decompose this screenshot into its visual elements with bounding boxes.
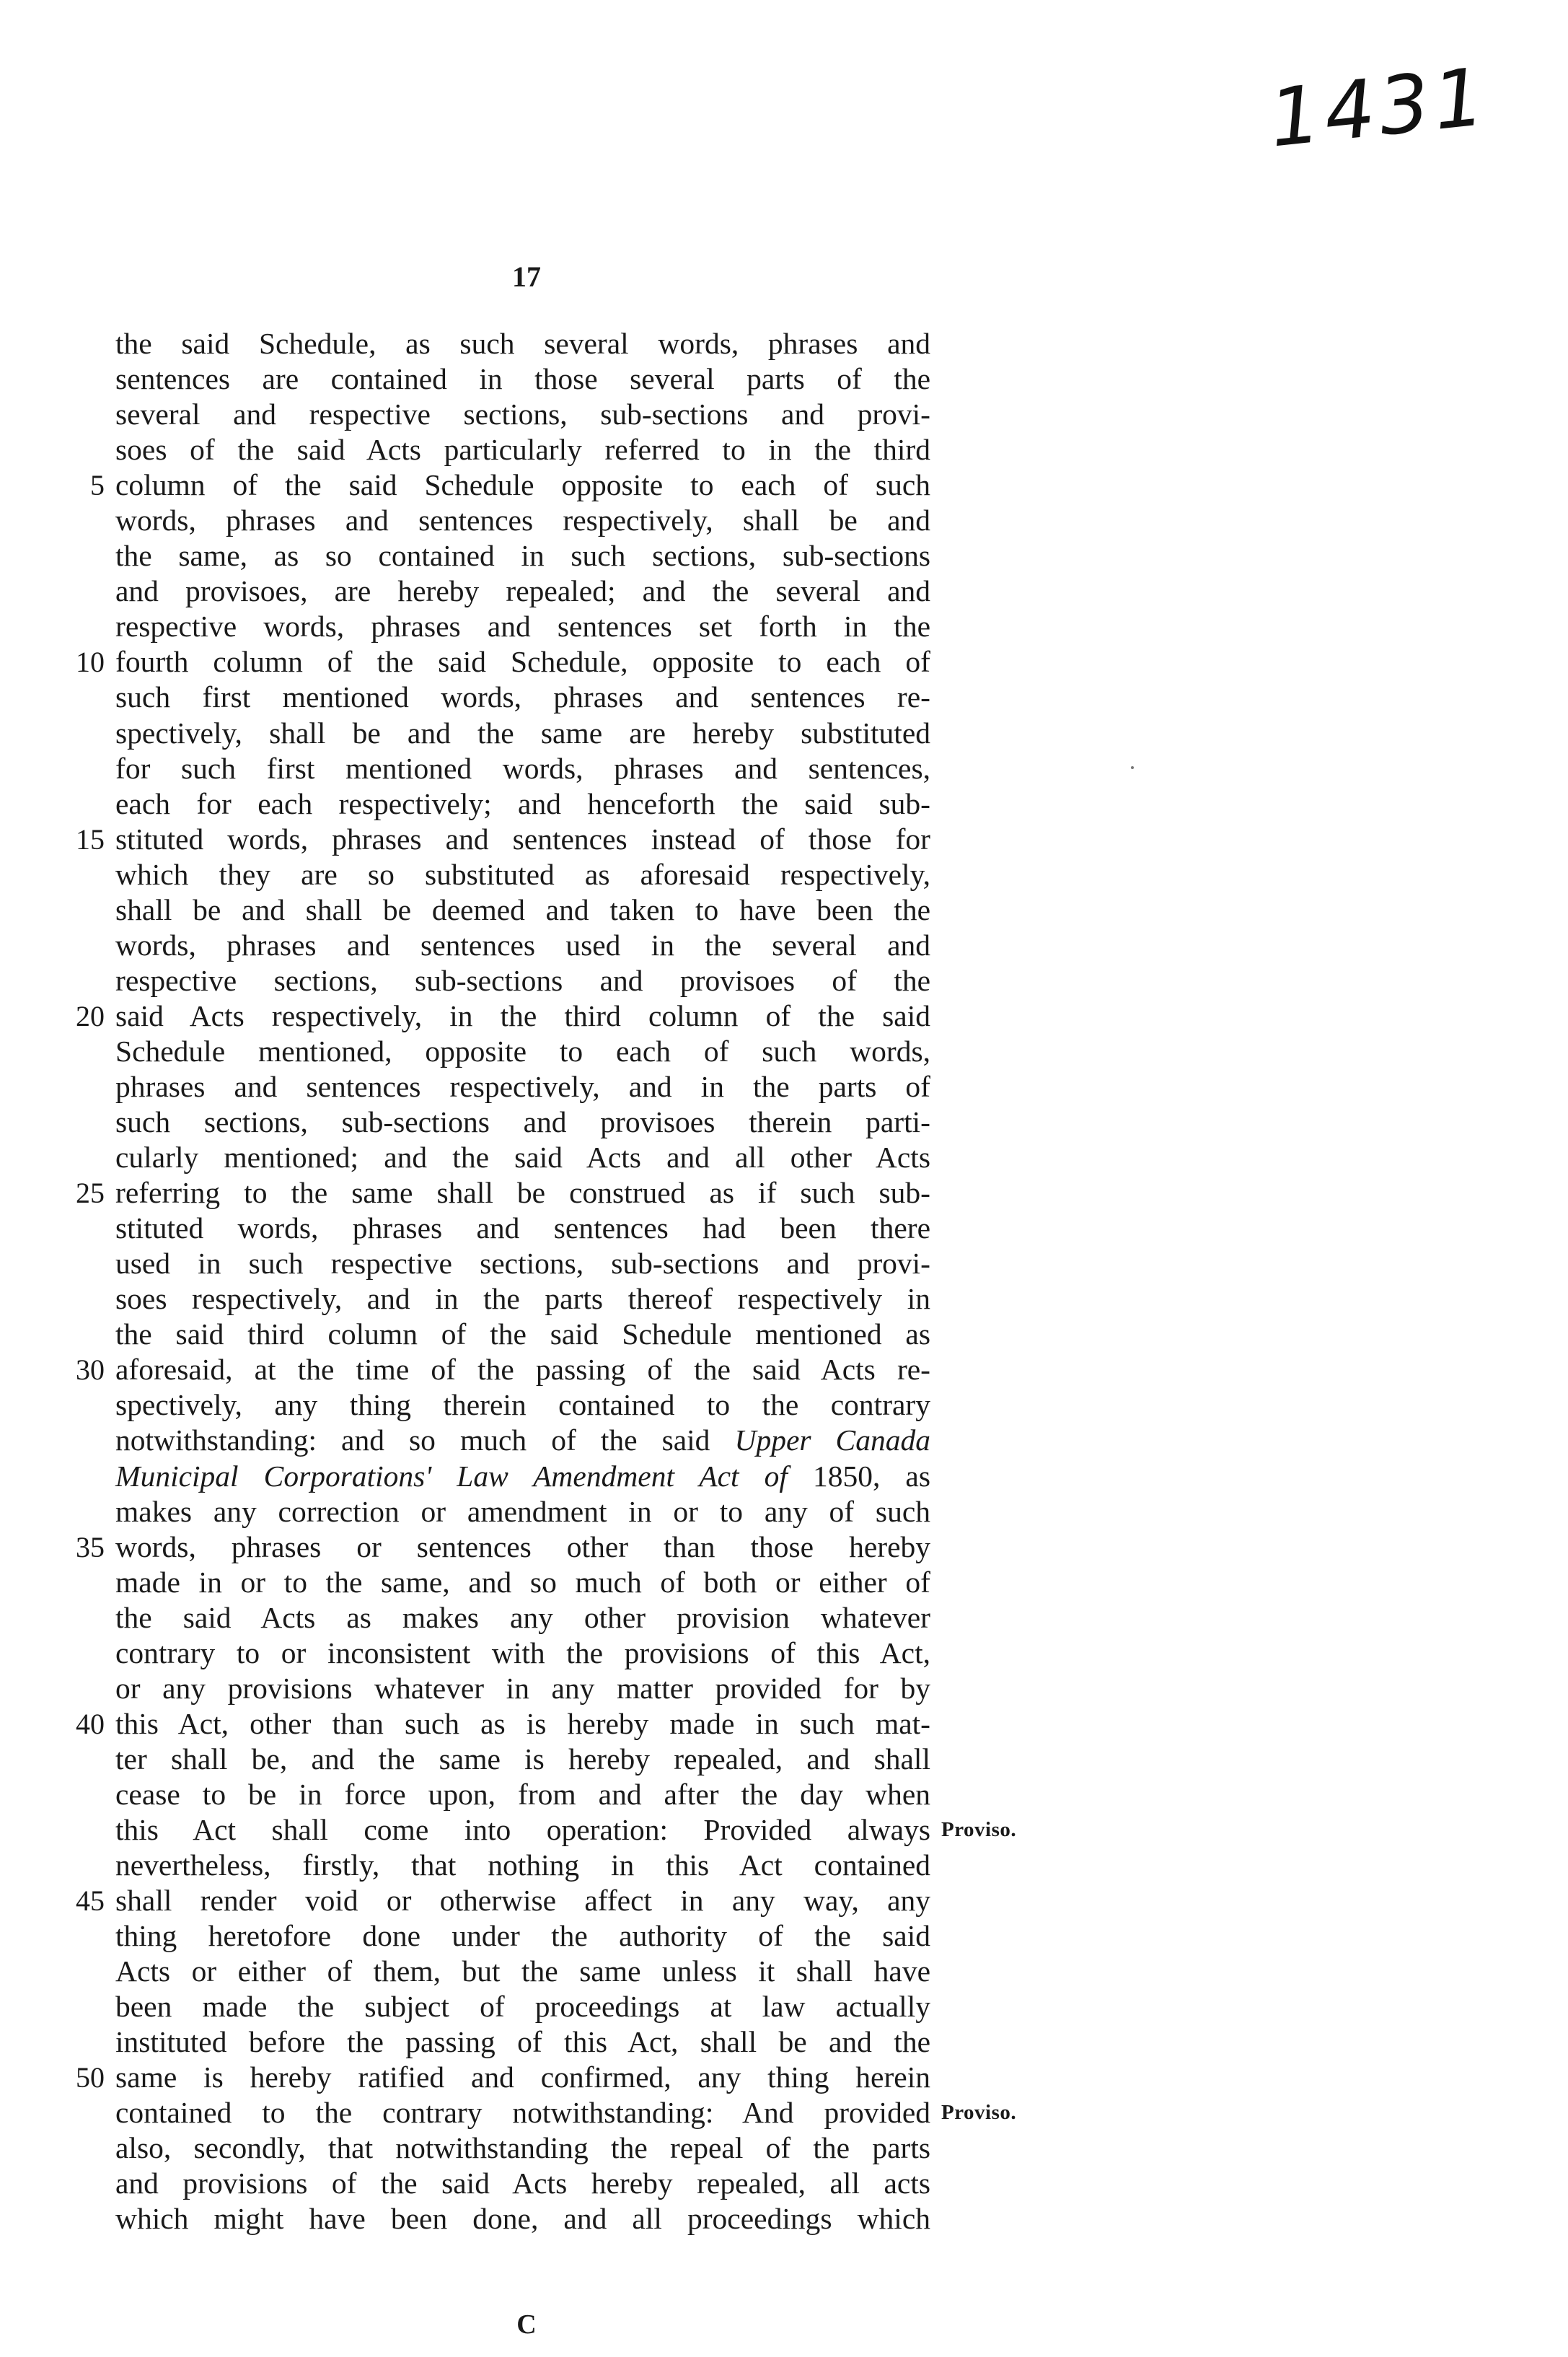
text-line (76, 1175, 1226, 1211)
text-line (115, 1600, 1226, 1636)
line-number: 15 (76, 822, 105, 856)
line-number: 5 (90, 469, 105, 502)
text-line (76, 1883, 1226, 1918)
line-text: same is hereby ratified and confirmed, any thing herein (115, 2060, 930, 2094)
line-text: nevertheless, firstly, that nothing in this Act contained (115, 1848, 930, 1882)
line-text: stituted words, phrases and sentences had been there (115, 1211, 930, 1245)
line-text: made in or to the same, and so much of both or either of (115, 1565, 930, 1599)
page-number: 17 (512, 260, 541, 293)
line-text: the same, as so contained in such sections, sub-sections (115, 539, 930, 573)
text-line (115, 2130, 1226, 2166)
line-text: fourth column of the said Schedule, opposite to each of (115, 645, 930, 679)
line-text: Acts or either of them, but the same unless it shall have (115, 1954, 930, 1988)
text-line (76, 1706, 1226, 1742)
text-line (115, 1246, 1226, 1281)
line-text: and provisions of the said Acts hereby repealed, all acts (115, 2167, 930, 2200)
text-line (76, 644, 1226, 680)
line-number: 10 (76, 646, 105, 679)
text-line (76, 822, 1226, 857)
line-text: such first mentioned words, phrases and sentences re- (115, 680, 930, 714)
line-text: instituted before the passing of this Act, shall be and the (115, 2025, 930, 2059)
line-text: shall be and shall be deemed and taken to have been the (115, 892, 930, 926)
text-line (115, 857, 1226, 892)
text-line (115, 1034, 1226, 1069)
line-number: 35 (76, 1530, 105, 1563)
line-text: spectively, any thing therein contained to the contrary (115, 1388, 930, 1422)
italic-act-title: Municipal Corporations' Law Amendment Act of (115, 1459, 788, 1493)
line-text: each for each respectively; and henceforth the said sub- (115, 786, 930, 820)
text-line (115, 1777, 1226, 1812)
text-line (115, 397, 1226, 432)
text-line (115, 432, 1226, 468)
line-text: sentences are contained in those several parts of the (115, 362, 930, 396)
line-text: or any provisions whatever in any matter provided for by (115, 1671, 930, 1705)
text-line (115, 609, 1226, 644)
body-text (76, 326, 1226, 2237)
line-number: 50 (76, 2061, 105, 2094)
line-text: aforesaid, at the time of the passing of the said Acts re- (115, 1353, 930, 1387)
text-line (115, 1317, 1226, 1352)
line-text: spectively, shall be and the same are hereby substituted (115, 716, 930, 750)
line-number: 45 (76, 1884, 105, 1918)
text-line (115, 2201, 1226, 2237)
text-line (115, 963, 1226, 998)
text-line (115, 1671, 1226, 1706)
line-text: cease to be in force upon, from and after the day when (115, 1777, 930, 1811)
line-text: column of the said Schedule opposite to each of such (115, 468, 930, 502)
line-text: and provisoes, are hereby repealed; and the several and (115, 574, 930, 608)
line-text: stituted words, phrases and sentences instead of those for (115, 822, 930, 856)
text-line (115, 1494, 1226, 1529)
margin-note-proviso: Proviso. (941, 2101, 1017, 2125)
text-line (115, 1848, 1226, 1883)
text-line (115, 1211, 1226, 1246)
line-text-segment: notwithstanding: and so much of the said (115, 1423, 735, 1457)
text-line (115, 716, 1226, 751)
line-text: referring to the same shall be construed as if such sub- (115, 1176, 930, 1210)
line-text: used in such respective sections, sub-sections and provi- (115, 1247, 930, 1281)
text-line (115, 751, 1226, 786)
line-text: said Acts respectively, in the third column of the said (115, 998, 930, 1032)
line-text: words, phrases and sentences used in the several and (115, 928, 930, 962)
text-line (115, 1565, 1226, 1600)
line-text: contained to the contrary notwithstanding: And provided (115, 2096, 930, 2130)
text-line (115, 1918, 1226, 1954)
line-text: respective words, phrases and sentences set forth in the (115, 610, 930, 644)
line-text (115, 1459, 930, 1494)
text-line (115, 538, 1226, 574)
signature-mark: C (516, 2309, 537, 2340)
handwritten-folio-number: 1431 (1265, 50, 1493, 165)
text-line (115, 1105, 1226, 1140)
text-line (115, 786, 1226, 822)
line-text: soes respectively, and in the parts thereof respectively in (115, 1282, 930, 1316)
text-line (115, 1140, 1226, 1175)
line-text: the said Schedule, as such several words, phrases and (115, 327, 930, 360)
text-line (115, 928, 1226, 963)
line-text: Schedule mentioned, opposite to each of such words, (115, 1034, 930, 1068)
text-line (115, 2166, 1226, 2201)
text-line (76, 2060, 1226, 2095)
line-text: which might have been done, and all proceedings which (115, 2202, 930, 2236)
text-line (115, 892, 1226, 928)
margin-note-proviso: Proviso. (941, 1817, 1017, 1841)
text-line (115, 1423, 1226, 1458)
line-text: words, phrases or sentences other than those hereby (115, 1529, 930, 1563)
line-text: the said third column of the said Schedule mentioned as (115, 1317, 930, 1351)
text-line (115, 1387, 1226, 1423)
line-text: words, phrases and sentences respectively, shall be and (115, 504, 930, 537)
line-text: ter shall be, and the same is hereby repealed, and shall (115, 1742, 930, 1776)
text-line (115, 1281, 1226, 1317)
text-line (76, 998, 1226, 1034)
text-line (115, 361, 1226, 397)
text-line (115, 1742, 1226, 1777)
line-text (115, 1423, 930, 1458)
line-number: 40 (76, 1707, 105, 1740)
line-text: thing heretofore done under the authority of the said (115, 1919, 930, 1953)
line-text-segment: 1850, as (787, 1459, 930, 1493)
line-text: cularly mentioned; and the said Acts and all other Acts (115, 1141, 930, 1175)
text-line (115, 1954, 1226, 1989)
line-number: 20 (76, 999, 105, 1032)
text-line (115, 1636, 1226, 1671)
text-line (115, 574, 1226, 609)
line-number: 25 (76, 1177, 105, 1210)
line-text: the said Acts as makes any other provision whatever (115, 1600, 930, 1634)
line-text: several and respective sections, sub-sections and provi- (115, 398, 930, 431)
text-line (115, 326, 1226, 361)
text-line (115, 1069, 1226, 1105)
line-text: soes of the said Acts particularly referred to in the third (115, 433, 930, 467)
italic-act-title: Upper Canada (734, 1423, 930, 1457)
line-text: this Act, other than such as is hereby made in such mat- (115, 1706, 930, 1740)
line-text: phrases and sentences respectively, and in the parts of (115, 1069, 930, 1103)
line-text: contrary to or inconsistent with the provisions of this Act, (115, 1636, 930, 1669)
line-number: 30 (76, 1353, 105, 1387)
text-line (115, 1812, 1226, 1848)
line-text: been made the subject of proceedings at law actually (115, 1990, 930, 2024)
text-line (90, 468, 1226, 503)
line-text: respective sections, sub-sections and provisoes of the (115, 963, 930, 997)
line-text: this Act shall come into operation: Provided always (115, 1812, 930, 1846)
line-text: makes any correction or amendment in or to any of such (115, 1494, 930, 1528)
line-text: also, secondly, that notwithstanding the repeal of the parts (115, 2131, 930, 2165)
text-line (115, 503, 1226, 538)
text-line (115, 2024, 1226, 2060)
text-line (115, 680, 1226, 715)
line-text: such sections, sub-sections and provisoes therein parti- (115, 1105, 930, 1139)
text-line (115, 1459, 1226, 1494)
line-text: for such first mentioned words, phrases and sentences, (115, 751, 930, 785)
line-text: shall render void or otherwise affect in any way, any (115, 1884, 930, 1918)
text-line (76, 1352, 1226, 1387)
text-line (76, 1529, 1226, 1565)
text-line (115, 2095, 1226, 2130)
text-line (115, 1989, 1226, 2024)
line-text: which they are so substituted as aforesaid respectively, (115, 857, 930, 891)
